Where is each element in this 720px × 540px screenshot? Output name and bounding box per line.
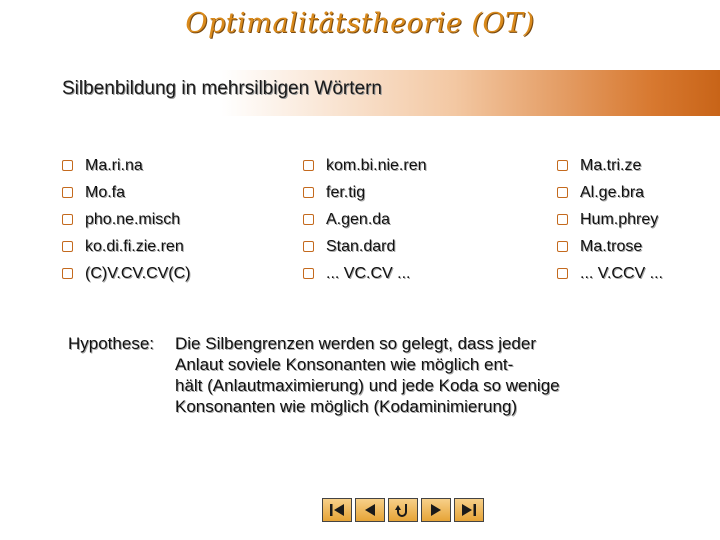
square-bullet-icon xyxy=(303,187,314,198)
square-bullet-icon xyxy=(557,187,568,198)
last-slide-icon xyxy=(459,502,479,518)
list-item-text: ... V.CCV ... xyxy=(580,265,663,282)
return-button[interactable] xyxy=(388,498,418,522)
first-slide-icon xyxy=(327,502,347,518)
syllable-column-3 xyxy=(557,152,663,287)
next-slide-button[interactable] xyxy=(421,498,451,522)
hypothesis-label: Hypothese: xyxy=(68,334,154,353)
list-item-text: (C)V.CV.CV(C) xyxy=(85,265,191,282)
list-item xyxy=(62,179,191,206)
list-item xyxy=(303,179,427,206)
first-slide-button[interactable] xyxy=(322,498,352,522)
list-item-text: pho.ne.misch xyxy=(85,211,181,228)
list-item xyxy=(62,152,191,179)
hypothesis-line: hält (Anlautmaximierung) und jede Koda so wenige xyxy=(175,376,560,395)
previous-slide-icon xyxy=(360,502,380,518)
syllable-column-2 xyxy=(303,152,427,287)
square-bullet-icon xyxy=(303,268,314,279)
hypothesis-line: Anlaut soviele Konsonanten wie möglich ent- xyxy=(175,355,514,374)
square-bullet-icon xyxy=(62,160,73,171)
list-item-text: ko.di.fi.zie.ren xyxy=(85,238,184,255)
list-item xyxy=(62,233,191,260)
next-slide-icon xyxy=(426,502,446,518)
list-item xyxy=(557,206,663,233)
square-bullet-icon xyxy=(557,214,568,225)
slide-navigation xyxy=(322,498,484,522)
list-item-text: Ma.ri.na xyxy=(85,157,143,174)
list-item xyxy=(557,179,663,206)
list-item xyxy=(303,152,427,179)
square-bullet-icon xyxy=(62,214,73,225)
list-item-text: Hum.phrey xyxy=(580,211,659,228)
list-item xyxy=(62,260,191,287)
square-bullet-icon xyxy=(62,241,73,252)
list-item-text: ... VC.CV ... xyxy=(326,265,411,282)
hypothesis-line: Konsonanten wie möglich (Kodaminimierung) xyxy=(175,397,518,416)
list-item xyxy=(303,233,427,260)
square-bullet-icon xyxy=(62,268,73,279)
list-item xyxy=(557,233,663,260)
list-item xyxy=(557,260,663,287)
hypothesis-text xyxy=(175,333,560,417)
square-bullet-icon xyxy=(303,214,314,225)
square-bullet-icon xyxy=(557,160,568,171)
list-item xyxy=(557,152,663,179)
return-arrow-icon xyxy=(393,501,413,519)
square-bullet-icon xyxy=(557,241,568,252)
list-item-text: Ma.trose xyxy=(580,238,643,255)
last-slide-button[interactable] xyxy=(454,498,484,522)
list-item-text: kom.bi.nie.ren xyxy=(326,157,427,174)
list-item-text: Al.ge.bra xyxy=(580,184,645,201)
list-item-text: Mo.fa xyxy=(85,184,126,201)
square-bullet-icon xyxy=(303,160,314,171)
list-item-text: Stan.dard xyxy=(326,238,396,255)
hypothesis-line: Die Silbengrenzen werden so gelegt, dass jeder xyxy=(175,334,537,353)
syllable-column-1 xyxy=(62,152,191,287)
list-item-text: Ma.tri.ze xyxy=(580,157,642,174)
square-bullet-icon xyxy=(303,241,314,252)
presentation-banner xyxy=(0,0,720,50)
list-item xyxy=(303,260,427,287)
square-bullet-icon xyxy=(62,187,73,198)
list-item-text: A.gen.da xyxy=(326,211,391,228)
banner-title: Optimalitätstheorie (OT) xyxy=(185,8,535,39)
list-item-text: fer.tig xyxy=(326,184,366,201)
list-item xyxy=(62,206,191,233)
previous-slide-button[interactable] xyxy=(355,498,385,522)
slide-heading: Silbenbildung in mehrsilbigen Wörtern xyxy=(62,78,383,99)
square-bullet-icon xyxy=(557,268,568,279)
list-item xyxy=(303,206,427,233)
